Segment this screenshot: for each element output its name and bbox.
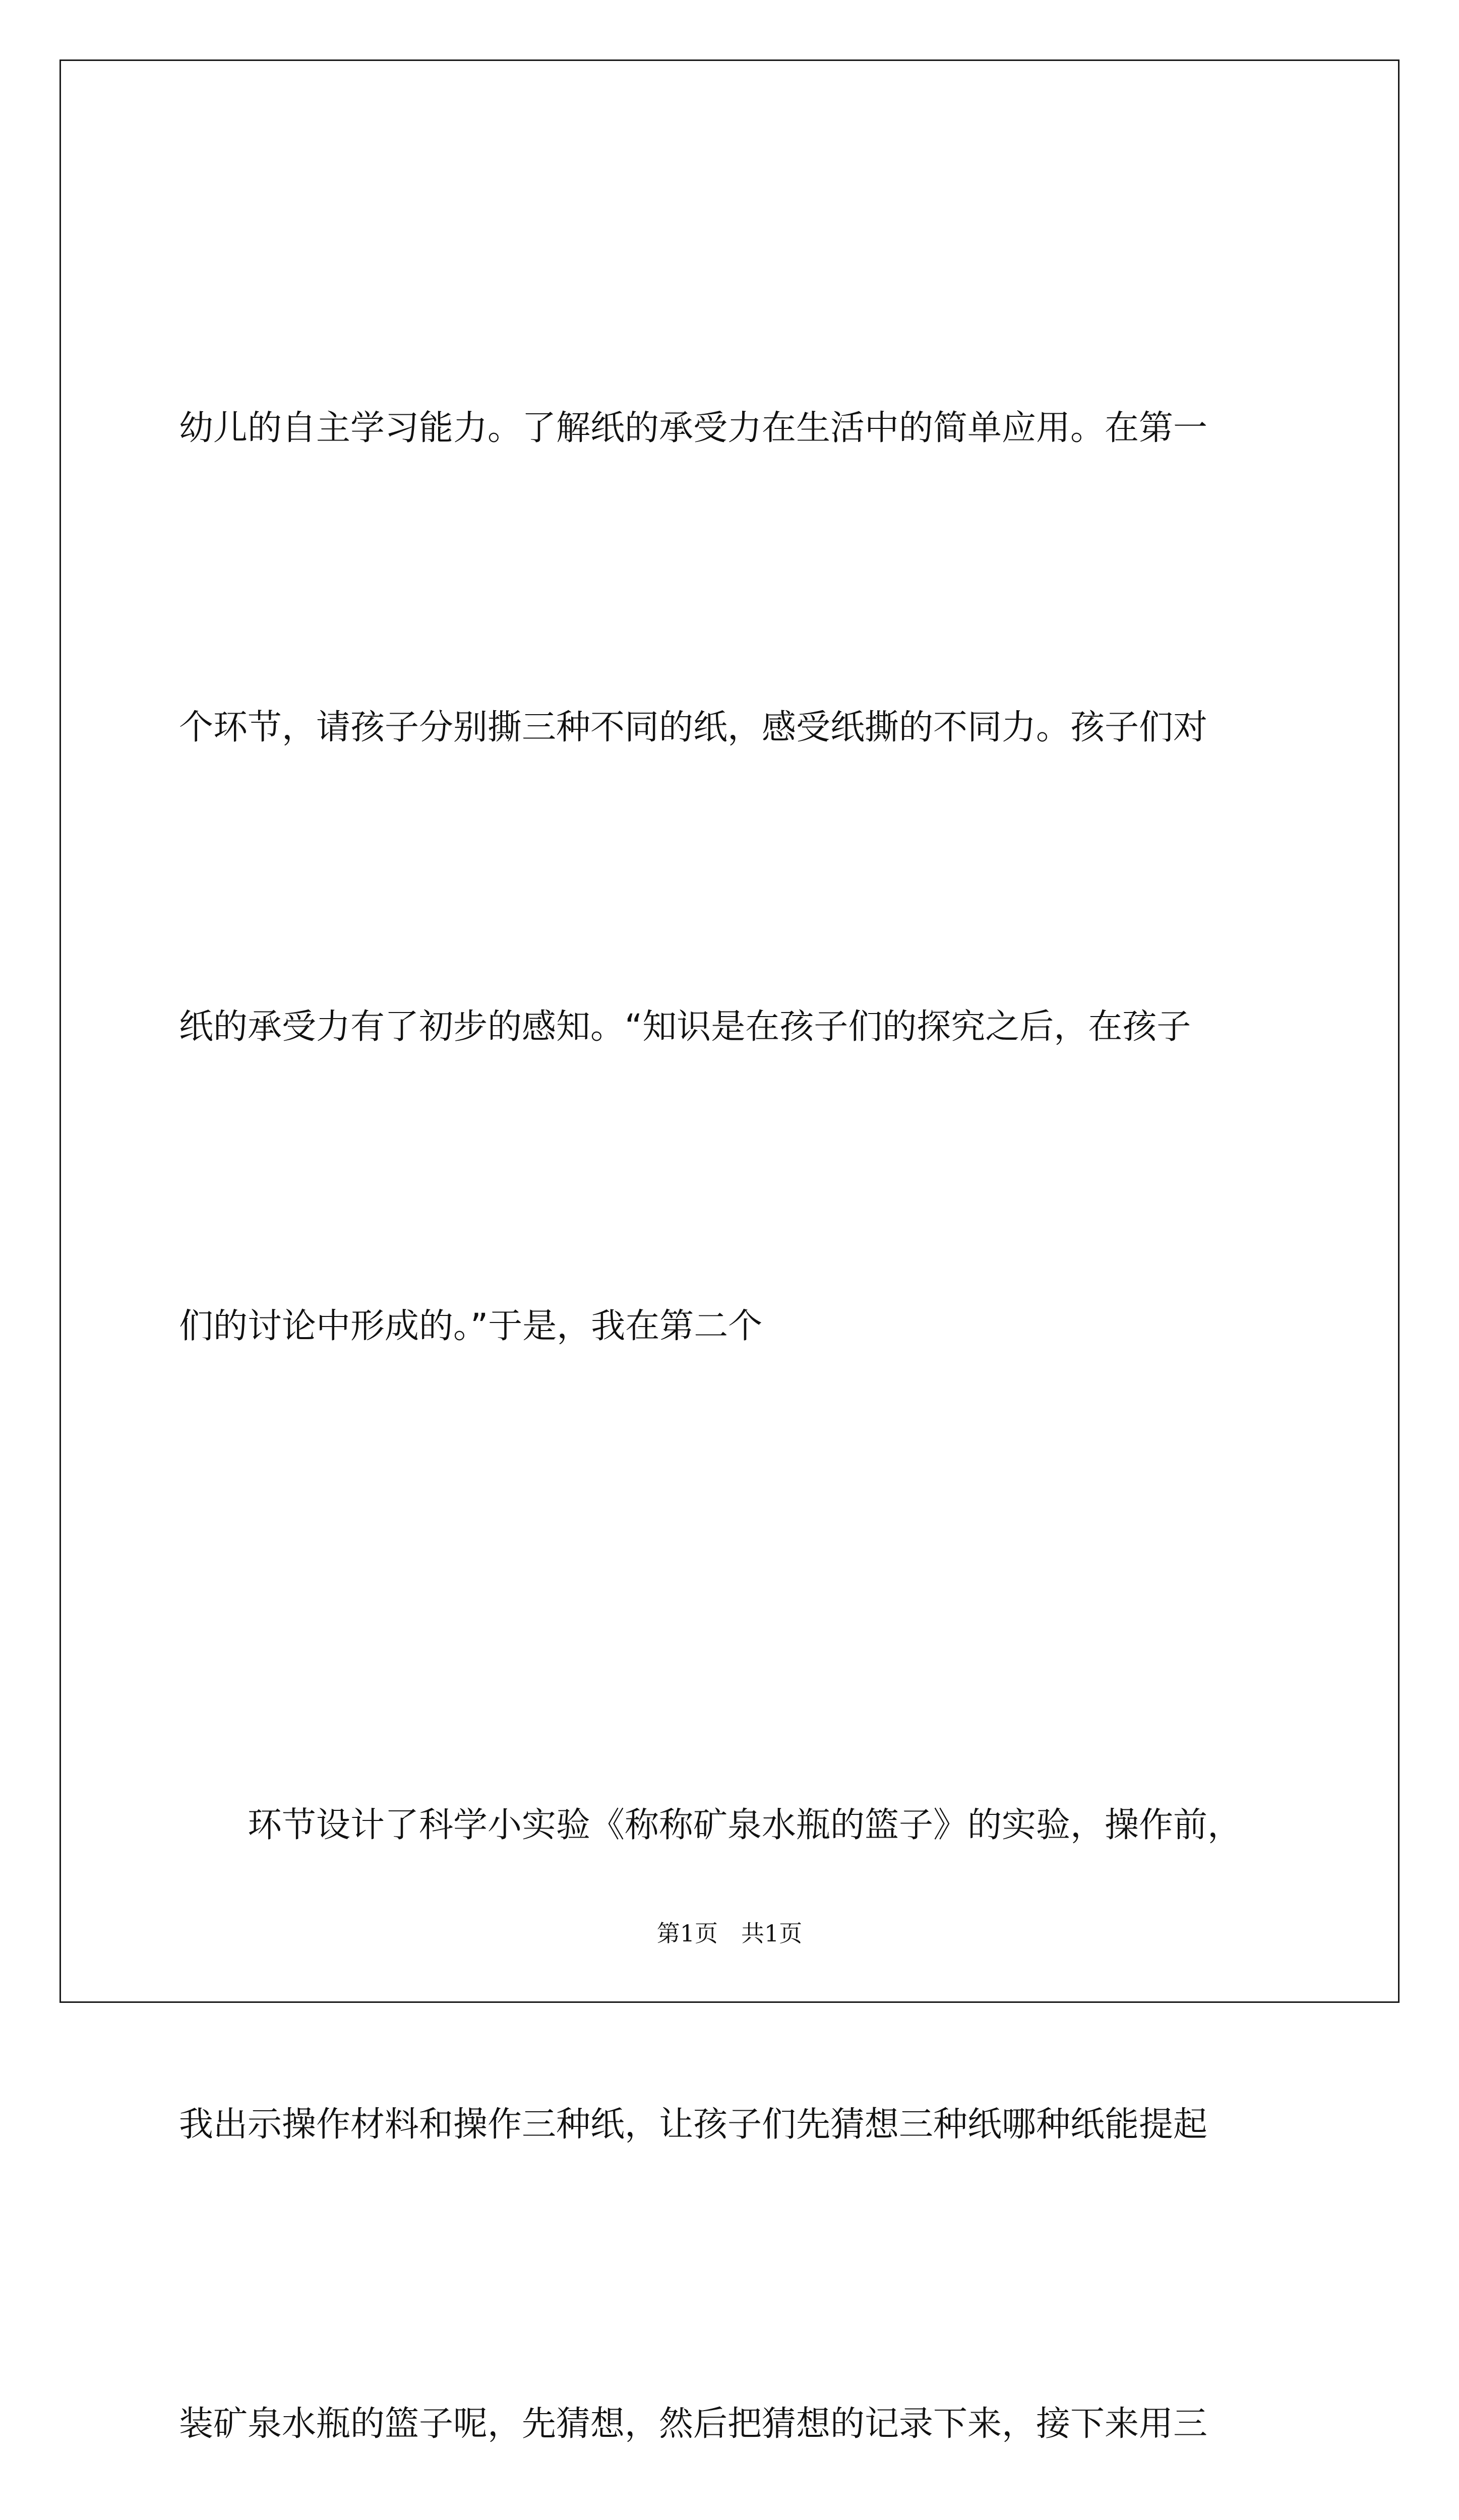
- document-body: [179, 179, 1298, 2520]
- page-footer: [0, 1915, 1459, 1948]
- paragraph-1: [179, 179, 1298, 1576]
- text-line: 我出示操作材料和操作三种纸，让孩子们先猜想三种纸哪种纸能提起: [179, 2105, 1208, 2145]
- text-line: 幼儿的自主学习能力。了解纸的承受力在生活中的简单应用。在第一: [179, 408, 1208, 448]
- text-line: 个环节，请孩子分别撕三种不同的纸，感受纸撕的不同力。孩子们对: [179, 708, 1208, 747]
- text-line: 们的讨论中形成的。”于是，我在第二个: [179, 1306, 763, 1346]
- text-line: 纸的承受力有了初步的感知。“知识是在孩子们的探究之后，在孩子: [179, 1007, 1191, 1047]
- paragraph-2: [179, 1576, 1298, 2520]
- text-line: 装矿泉水瓶的篮子呢，先猜想，然后把猜想的记录下来，接下来用三: [179, 2404, 1208, 2444]
- text-line: 环节设计了科学小实验《称称矿泉水瓶的篮子》的实验，操作前，: [248, 1805, 1242, 1845]
- page-number-label: 第1页 共1页: [656, 1920, 803, 1947]
